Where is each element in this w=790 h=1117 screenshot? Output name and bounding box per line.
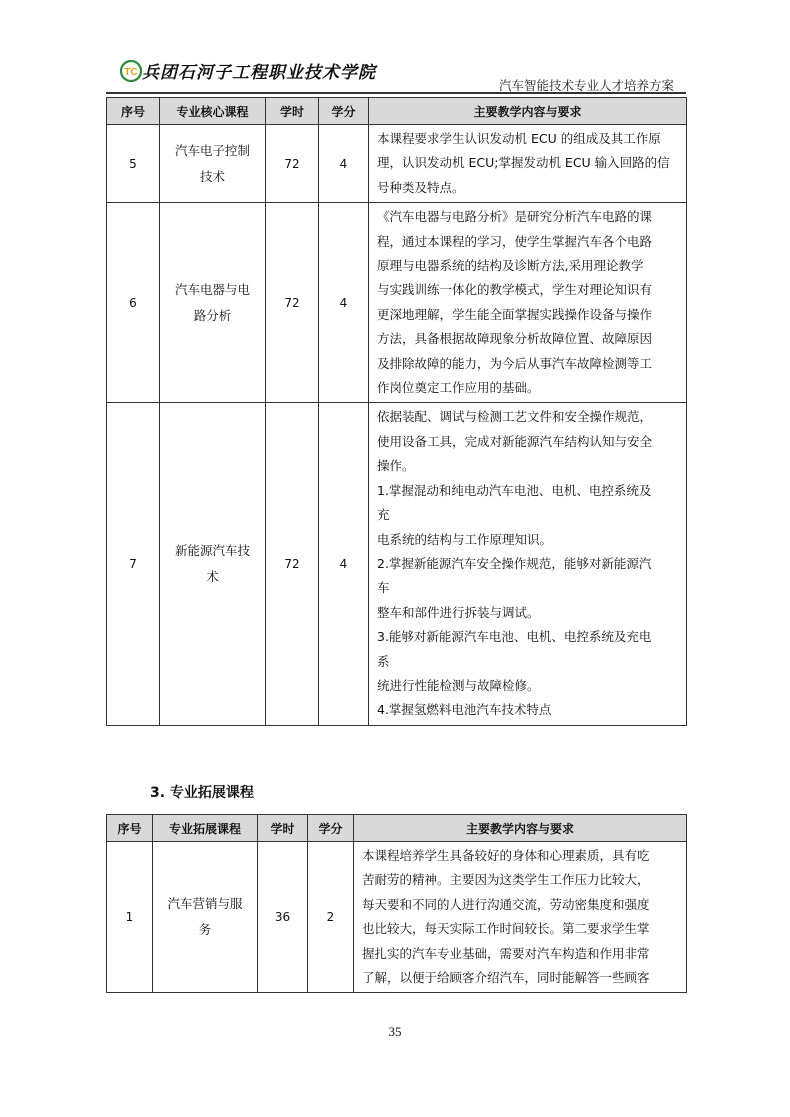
description-line: 2.掌握新能源汽车安全操作规范，能够对新能源汽	[377, 555, 652, 571]
description-line: 操作。	[377, 458, 415, 474]
description-line: 方法，具备根据故障现象分析故障位置、故障原因	[377, 331, 653, 347]
document-title: 汽车智能技术专业人才培养方案	[498, 78, 674, 93]
description-line: 使用设备工具，完成对新能源汽车结构认知与安全	[377, 433, 653, 449]
course-hours: 72	[266, 203, 319, 403]
course-hours: 72	[266, 125, 319, 203]
table-header-row	[107, 98, 687, 125]
description-line: 1.掌握混动和纯电动汽车电池、电机、电控系统及	[377, 482, 652, 498]
row-number: 1	[107, 842, 153, 993]
description-line: 也比较大，每天实际工作时间较长。第二要求学生掌	[362, 921, 650, 937]
description-line: 本课程培养学生具备较好的身体和心理素质，具有吃	[362, 848, 650, 863]
course-credits: 4	[319, 203, 369, 403]
description-line: 了解，以便于给顾客介绍汽车，同时能解答一些顾客	[362, 970, 650, 986]
course-description	[369, 203, 687, 403]
table-row	[107, 125, 687, 203]
course-description	[369, 403, 687, 725]
course-name: 汽车电器与电路分析	[160, 203, 266, 403]
description-line: 更深地理解，学生能全面掌握实践操作设备与操作	[377, 306, 653, 322]
course-description	[354, 842, 687, 993]
header-num: 序号	[107, 98, 160, 125]
page-number: 35	[388, 1024, 402, 1039]
header-num: 序号	[107, 815, 153, 842]
description-line: 整车和部件进行拆装与调试。	[377, 604, 540, 620]
header-content: 主要教学内容与要求	[369, 98, 687, 125]
extension-courses-table	[106, 814, 687, 993]
table-header-row	[107, 815, 687, 842]
section-title: 3. 专业拓展课程	[150, 785, 254, 801]
course-hours: 36	[258, 842, 308, 993]
description-line: 理，认识发动机 ECU;掌握发动机 ECU 输入回路的信	[377, 155, 670, 171]
page-header	[106, 56, 686, 92]
course-credits: 4	[319, 403, 369, 725]
description-line: 车	[377, 580, 390, 596]
description-line: 4.掌握氢燃料电池汽车技术特点	[377, 702, 552, 718]
course-name: 汽车营销与服务	[153, 842, 258, 993]
svg-text:TC: TC	[124, 67, 138, 78]
course-credits: 2	[308, 842, 354, 993]
description-line: 及排除故障的能力，为今后从事汽车故障检测等工	[377, 355, 653, 371]
description-line: 程，通过本课程的学习，使学生掌握汽车各个电路	[377, 233, 653, 249]
table-row	[107, 203, 687, 403]
description-line: 原理与电器系统的结构及诊断方法,采用理论教学	[377, 258, 644, 274]
table-row	[107, 403, 687, 725]
course-credits: 4	[319, 125, 369, 203]
header-course: 专业拓展课程	[153, 815, 258, 842]
description-line: 作岗位奠定工作应用的基础。	[377, 380, 540, 396]
header-hours: 学时	[266, 98, 319, 125]
header-content: 主要教学内容与要求	[354, 815, 687, 842]
description-line: 本课程要求学生认识发动机 ECU 的组成及其工作原	[377, 131, 661, 146]
description-line: 号种类及特点。	[377, 179, 465, 195]
header-hours: 学时	[258, 815, 308, 842]
header-divider	[106, 92, 686, 94]
header-credits: 学分	[319, 98, 369, 125]
course-hours: 72	[266, 403, 319, 725]
description-line: 系	[377, 653, 390, 669]
description-line: 握扎实的汽车专业基础，需要对汽车构造和作用非常	[362, 945, 650, 961]
description-line: 苦耐劳的精神。主要因为这类学生工作压力比较大，	[362, 872, 650, 888]
course-description	[369, 125, 687, 203]
description-line: 依据装配、调试与检测工艺文件和安全操作规范，	[377, 409, 653, 425]
description-line: 与实践训练一体化的教学模式，学生对理论知识有	[377, 282, 653, 298]
school-logo-icon	[120, 60, 142, 82]
description-line: 每天要和不同的人进行沟通交流，劳动密集度和强度	[362, 896, 650, 912]
course-name: 汽车电子控制技术	[160, 125, 266, 203]
description-line: 3.能够对新能源汽车电池、电机、电控系统及充电	[377, 629, 652, 645]
description-line: 统进行性能检测与故障检修。	[377, 677, 540, 693]
row-number: 6	[107, 203, 160, 403]
description-line: 充	[377, 507, 390, 523]
table-row	[107, 842, 687, 993]
header-course: 专业核心课程	[160, 98, 266, 125]
row-number: 7	[107, 403, 160, 725]
school-name: 兵团石河子工程职业技术学院	[142, 63, 376, 83]
header-credits: 学分	[308, 815, 354, 842]
course-name: 新能源汽车技术	[160, 403, 266, 725]
description-line: 《汽车电器与电路分析》是研究分析汽车电路的课	[377, 209, 653, 225]
description-line: 电系统的结构与工作原理知识。	[377, 531, 553, 547]
core-courses-table	[106, 97, 687, 726]
row-number: 5	[107, 125, 160, 203]
